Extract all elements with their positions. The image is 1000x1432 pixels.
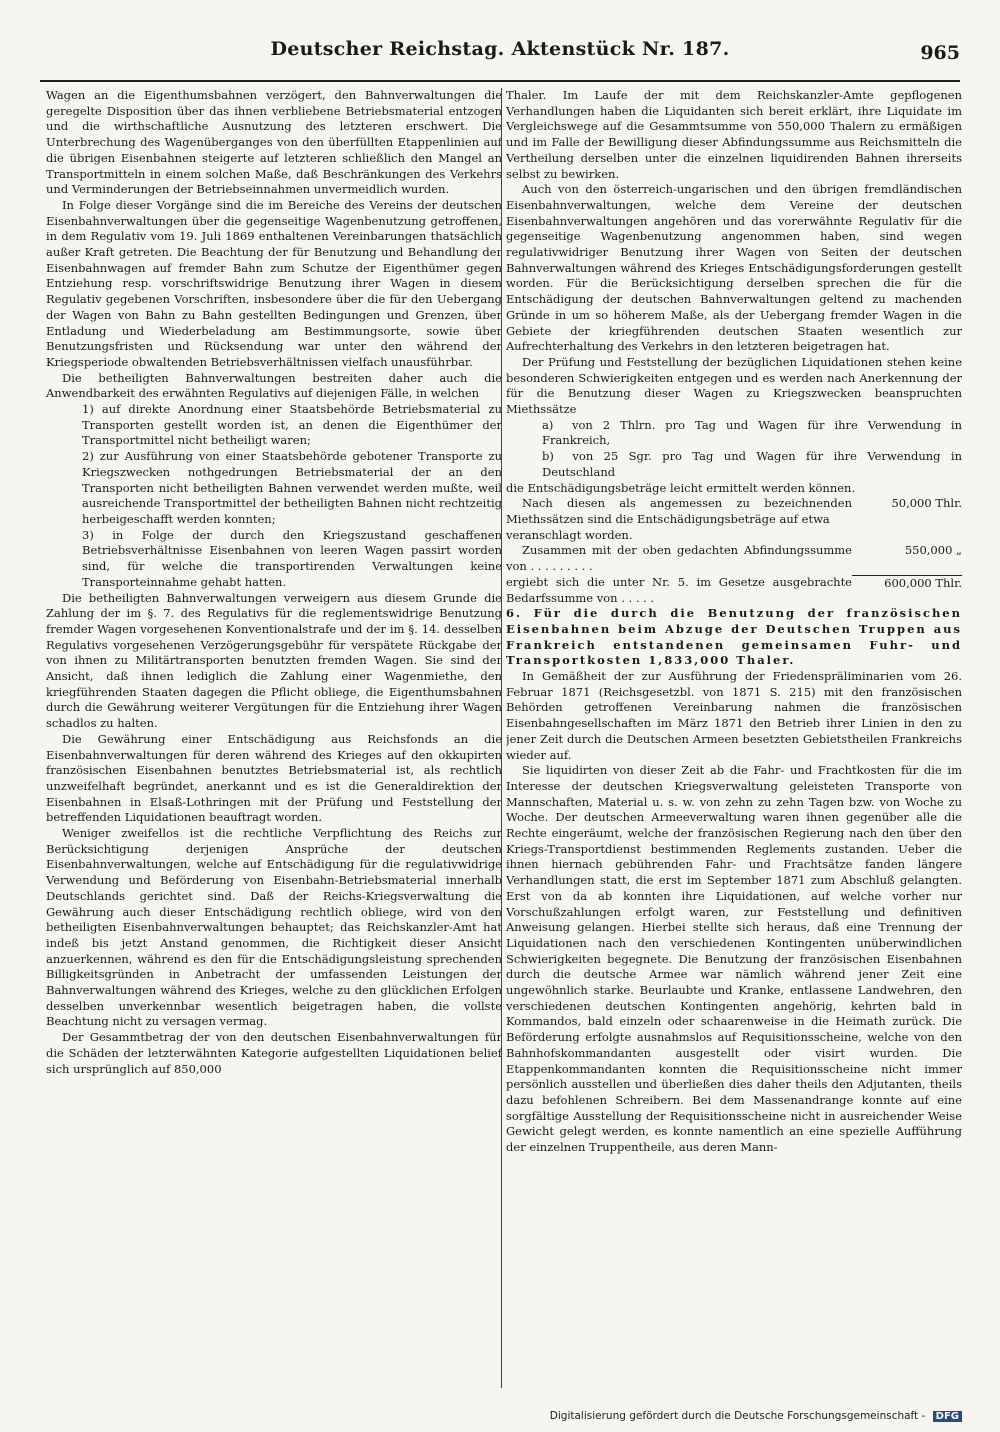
calc-row — [506, 543, 962, 574]
right-column — [506, 88, 962, 1408]
calc-text: Zusammen mit der oben gedachten Abfindungssumme von . . . . . . . . . — [506, 543, 852, 574]
header-rule — [40, 80, 960, 82]
calc-text: veranschlagt worden. — [506, 527, 633, 542]
calc-row — [506, 528, 962, 544]
list-item: 3) in Folge der durch den Kriegszustand geschaffenen Betriebsverhältnisse Eisenbahnen von leeren Wagen passirt worden sind, für welche die transportirenden Verwaltungen keine Transporteinnahme gehabt hatten. — [82, 527, 502, 589]
paragraph: Die betheiligten Bahnverwaltungen bestreiten daher auch die Anwendbarkeit des erwähnten Regulativs auf diejenigen Fälle, in welchen — [46, 370, 502, 401]
paragraph: Weniger zweifellos ist die rechtliche Verpflichtung des Reichs zur Berücksichtigung derjenigen Ansprüche der deutschen Eisenbahnverwaltungen, welche auf Entschädigung für die regulativwidrige Verwendung und Beförderung von Eisenbahn-Betriebsmaterial innerhalb Deutschlands gerichtet sind. Daß der Reichs-Kriegsverwaltung die Gewährung auch dieser Entschädigung rechtlich obliege, wird von den betheiligten Eisenbahnverwaltungen behauptet; das Reichskanzler-Amt hat indeß bis jetzt Anstand genommen, die Richtigkeit dieser Ansicht anzuerkennen, während es den für die Entschädigungsleistung sprechenden Billigkeitsgründen in Anbetracht der umfassenden Leistungen der Bahnverwaltungen während des Krieges, welche zu den glücklichen Erfolgen desselben unverkennbar wesentlich beigetragen haben, die vollste Beachtung nicht zu versagen vermag. — [46, 826, 502, 1029]
calc-amount: 550,000 „ — [904, 543, 962, 558]
paragraph: In Gemäßheit der zur Ausführung der Friedenspräliminarien vom 26. Februar 1871 (Reichsgesetzbl. von 1871 S. 215) mit den französischen Behörden getroffenen Vereinbarung nahmen die französischen Eisenbahngesellschaften im März 1871 den Betrieb ihrer Linien in den zu jener Zeit durch die Deutschen Armeen besetzten Gebietstheilen Frankreichs wieder auf. — [506, 669, 962, 762]
paragraph: Der Prüfung und Feststellung der bezüglichen Liquidationen stehen keine besonderen Schwierigkeiten entgegen und es werden nach Anerkennung der für die Benutzung dieser Wagen zu Kriegszwecken beanspruchten Miethssätze — [506, 354, 962, 417]
left-column — [46, 88, 502, 1408]
paragraph: Sie liquidirten von dieser Zeit ab die Fahr- und Frachtkosten für die im Interesse der deutschen Kriegsverwaltung geleisteten Transporte von Mannschaften, Material u. s. w. von zehn zu zehn Tagen bzw. von Woche zu Woche. Der deutschen Armeeverwaltung waren ihnen gegenüber alle die Rechte eingeräumt, welche der französischen Regierung nach den über den Kriegs-Transportdienst bestimmenden Reglements zustanden. Ueber die ihnen hiernach gebührenden Fahr- und Frachtsätze fanden längere Verhandlungen statt, die erst im September 1871 zum Abschluß gelangten. Erst von da ab konnten ihre Liquidationen, auf welche vorher nur Vorschußzahlungen erfolgt waren, zur Feststellung und definitiven Anweisung gelangen. Hierbei stellte sich heraus, daß eine Trennung der Liquidationen nach den verschiedenen Kontingenten unüberwindlichen Schwierigkeiten begegnete. Die Benutzung der französischen Eisenbahnen durch die deutsche Armee war nämlich während jener Zeit eine ungewöhnlich starke. Beurlaubte und Kranke, entlassene Landwehren, den verschiedenen deutschen Kontingenten angehörig, kehrten bald in Kommandos, bald einzeln oder schaarenweise in die Heimath zurück. Die Beförderung erfolgte ausnahmslos auf Requisitionsscheine, welche von den Bahnhofskommandanten ausgestellt oder visirt wurden. Die Etappenkommandanten konnten die Requisitionsscheine nicht immer persönlich ausstellen und überließen dies daher theils den Adjutanten, theils dazu befohlenen Schreibern. Bei dem Massenandrange konnte auf eine sorgfältige Ausstellung der Requisitionsscheine nicht in ausreichender Weise Gewicht gelegt werden, es konnte namentlich an eine spezielle Aufführung der einzelnen Truppentheile, aus deren Mann- — [506, 763, 962, 1155]
digitization-credit — [550, 1410, 962, 1422]
calc-row — [506, 496, 962, 527]
list-item — [506, 449, 962, 480]
paragraph: Auch von den österreich-ungarischen und den übrigen fremdländischen Eisenbahnverwaltungen, welche dem Vereine der deutschen Eisenbahnverwaltungen angehören und das vorerwähnte Regulativ für die gegenseitige Wagenbenutzung angenommen haben, sind wegen regulativwidriger Benutzung ihrer Wagen von Seiten der deutschen Bahnverwaltungen während des Krieges Entschädigungsforderungen gestellt worden. Für die Berücksichtigung derselben sprechen die für die Entschädigung der deutschen Bahnverwaltungen geltend zu machenden Gründe in um so höherem Maße, als der Uebergang fremder Wagen in die Gebiete der kriegführenden deutschen Staaten wesentlich zur Aufrechterhaltung des Verkehrs in den letzteren beigetragen hat. — [506, 182, 962, 354]
paragraph: Der Gesammtbetrag der von den deutschen Eisenbahnverwaltungen für die Schäden der letzterwähnten Kategorie aufgestellten Liquidationen belief sich ursprünglich auf 850,000 — [46, 1030, 502, 1076]
paragraph: Die betheiligten Bahnverwaltungen verweigern aus diesem Grunde die Zahlung der im §. 7. des Regulativs für die reglementswidrige Benutzung fremder Wagen vorgesehenen Konventionalstrafe und der im §. 14. desselben Regulativs vorgesehenen Verzögerungsgebühr für verspätete Rückgabe der von ihnen zu Militärtransporten benutzten fremden Wagen. Sie sind der Ansicht, daß ihnen lediglich die Zahlung einer Wagenmiethe, den kriegführenden Staaten dagegen die Pflicht obliege, die Eigenthumsbahnen durch die Gewährung weiterer Vergütungen für die Entziehung ihrer Wagen schadlos zu halten. — [46, 590, 502, 731]
calculation-block — [506, 496, 962, 606]
page-number: 965 — [920, 42, 960, 64]
calc-row — [506, 575, 962, 606]
calc-amount: 50,000 Thlr. — [891, 496, 962, 511]
list-text: von 2 Thlrn. pro Tag und Wagen für ihre Verwendung in Frankreich, — [542, 417, 962, 448]
dfg-logo: DFG — [933, 1411, 962, 1422]
list-label: b) — [542, 449, 554, 464]
calc-text: ergiebt sich die unter Nr. 5. im Gesetze ausgebrachte Bedarfssumme von . . . . . — [506, 574, 852, 605]
list-label: a) — [542, 417, 554, 432]
list-item — [506, 418, 962, 449]
calc-text: Nach diesen als angemessen zu bezeichnenden Miethssätzen sind die Entschädigungsbeträge auf etwa — [506, 496, 852, 526]
paragraph: In Folge dieser Vorgänge sind die im Bereiche des Vereins der deutschen Eisenbahnverwaltungen über die gegenseitige Wagenbenutzung getroffenen, in dem Regulativ vom 19. Juli 1869 enthaltenen Vereinbarungen thatsächlich außer Kraft getreten. Die Beachtung der für Benutzung und Behandlung der Eisenbahnwagen auf fremder Bahn zum Schutze der Eigenthümer gegen Entziehung resp. vorschriftswidrige Benutzung ihrer Wagen in diesem Regulativ gegebenen Vorschriften, insbesondere über die für den Uebergang der Wagen von Bahn zu Bahn gestellten Bedingungen und Grenzen, über Entladung und Wiederbeladung am Bestimmungsorte, sowie über Benutzungsfristen und Rücksendung war unter den während der Kriegsperiode obwaltenden Betriebsverhältnissen vielfach unausführbar. — [46, 197, 502, 369]
paragraph: Die Gewährung einer Entschädigung aus Reichsfonds an die Eisenbahnverwaltungen für deren während des Krieges auf den okkupirten französischen Eisenbahnen benutztes Betriebsmaterial ist, als rechtlich unzweifelhaft begründet, anerkannt und es ist die Generaldirektion der Eisenbahnen in Elsaß-Lothringen mit der Prüfung und Feststellung der betreffenden Liquidationen beauftragt worden. — [46, 731, 502, 825]
paragraph: die Entschädigungsbeträge leicht ermittelt werden können. — [506, 480, 856, 495]
list-item: 1) auf direkte Anordnung einer Staatsbehörde Betriebsmaterial zu Transporten gestellt worden ist, an denen die Eigenthümer der Transportmittel nicht betheiligt waren; — [82, 402, 502, 448]
list-text: von 25 Sgr. pro Tag und Wagen für ihre Verwendung in Deutschland — [542, 449, 962, 479]
column-divider — [501, 88, 502, 1388]
section-heading: 6. Für die durch die Benutzung der französischen Eisenbahnen beim Abzuge der Deutschen Truppen aus Frankreich entstandenen gemeinsamen Fuhr- und Transportkosten 1,833,000 Thaler. — [506, 606, 962, 668]
running-title: Deutscher Reichstag. Aktenstück Nr. 187. — [270, 38, 730, 60]
paragraph: Thaler. Im Laufe der mit dem Reichskanzler-Amte gepflogenen Verhandlungen haben die Liquidanten sich bereit erklärt, ihre Liquidate im Vergleichswege auf die Gesammtsumme von 550,000 Thalern zu ermäßigen und im Falle der Bewilligung dieser Abfindungssumme aus Reichsmitteln die Vertheilung derselben unter die einzelnen liquidirenden Bahnen ihrerseits selbst zu bewirken. — [506, 88, 962, 181]
calc-total: 600,000 Thlr. — [852, 575, 962, 606]
credit-text: Digitalisierung gefördert durch die Deutsche Forschungsgemeinschaft - — [549, 1410, 926, 1422]
paragraph: Wagen an die Eigenthumsbahnen verzögert, den Bahnverwaltungen die geregelte Disposition über das ihnen verbliebene Betriebsmaterial entzogen und die wirthschaftliche Ausnutzung des letzteren erschwert. Die Unterbrechung des Wagenüberganges von den überfüllten Etappenlinien auf die übrigen Eisenbahnen steigerte auf letzteren schließlich den Mangel an Transportmitteln in einem solchen Maße, daß Beschränkungen des Verkehrs und Verminderungen der Betriebseinnahmen unvermeidlich wurden. — [46, 88, 502, 197]
list-item: 2) zur Ausführung von einer Staatsbehörde gebotener Transporte zu Kriegszwecken nothgedrungen Betriebsmaterial der an den Transporten nicht betheiligten Bahnen verwendet werden mußte, weil ausreichende Transportmittel der betheiligten Bahnen nicht rechtzeitig herbeigeschafft werden konnten; — [82, 449, 502, 526]
page-header — [40, 38, 960, 74]
